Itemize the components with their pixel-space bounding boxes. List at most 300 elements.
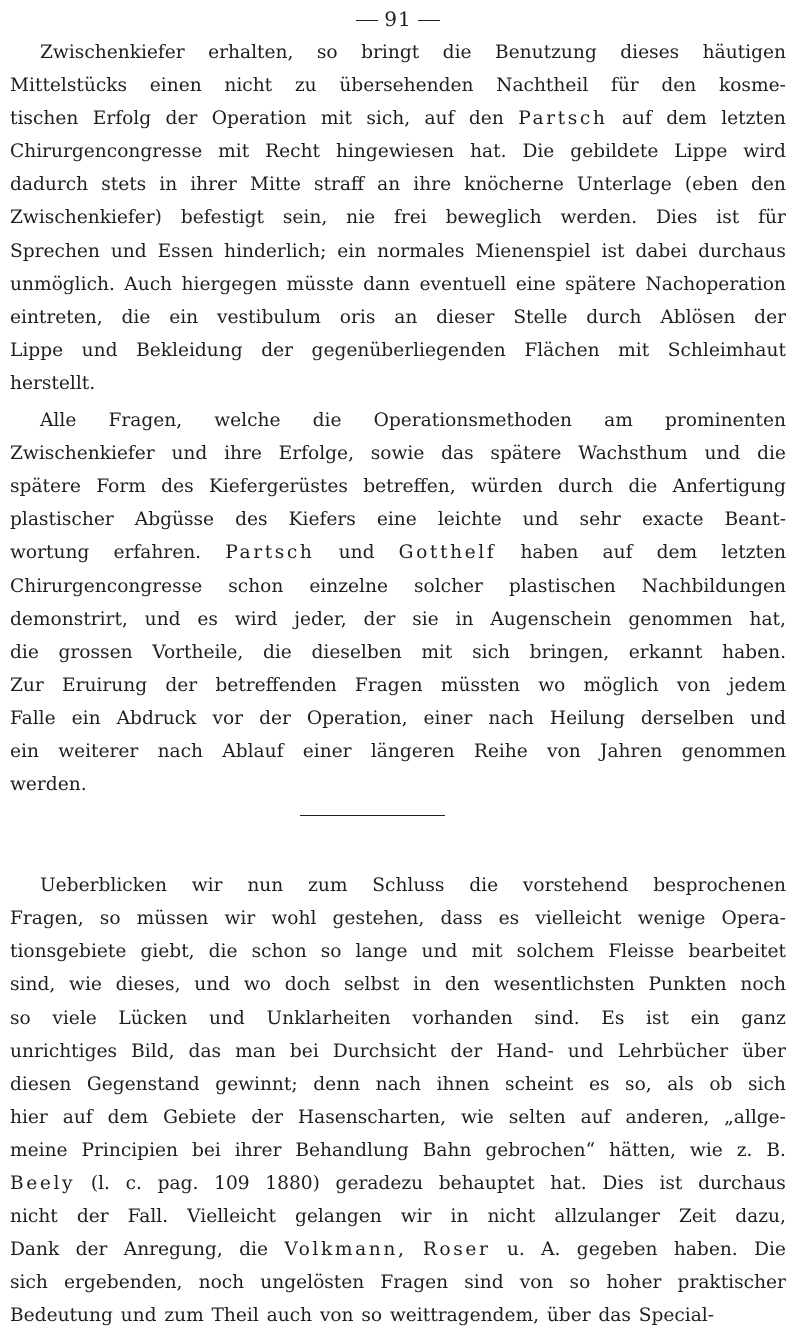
text-line [10, 902, 786, 935]
word: Flächen [524, 339, 600, 361]
word: vielleicht [535, 908, 622, 930]
word: Fragen, [10, 908, 84, 930]
word: dieser [436, 306, 495, 328]
word: Bahn [422, 1139, 472, 1161]
word: Die [522, 141, 555, 163]
word: ein [337, 240, 367, 262]
word: von [676, 674, 711, 696]
text-line [10, 869, 786, 902]
word: die [121, 306, 151, 328]
text-line [10, 669, 786, 702]
word: für [758, 207, 786, 229]
word: und [522, 509, 559, 531]
word: mit [421, 641, 453, 663]
word: auf [580, 1106, 611, 1128]
text-line [10, 768, 786, 801]
word: behauptet [438, 1173, 535, 1194]
text-line [10, 1299, 786, 1332]
word: Recht [265, 141, 321, 163]
word: sind [464, 1272, 504, 1294]
page-header [10, 6, 786, 32]
word: wie [69, 974, 102, 996]
word: meine [10, 1139, 68, 1161]
word: 109 [214, 1173, 250, 1194]
word: Sprechen [10, 240, 100, 262]
text-line [10, 36, 786, 69]
word: den [661, 75, 697, 97]
word: ist [659, 1173, 683, 1194]
word: die [262, 641, 292, 663]
word: wir [400, 1206, 432, 1228]
word: unrichtiges [10, 1040, 118, 1062]
text-line [10, 334, 786, 367]
word: Fleisse [608, 941, 675, 963]
word: Vortheile, [152, 641, 244, 663]
word: auch [266, 1305, 313, 1327]
word: einer [423, 707, 473, 729]
word: Roser [422, 1239, 491, 1261]
word: tionsgebiete [10, 941, 127, 963]
word: sowie [370, 443, 425, 465]
word: die [628, 476, 658, 498]
word: Ueberblicken [40, 875, 167, 897]
word: nie [346, 207, 376, 229]
word: lange [355, 941, 408, 963]
text-line [10, 102, 786, 135]
word: in [159, 174, 178, 196]
word: Schleimhaut [667, 339, 786, 361]
word: besprochenen [653, 875, 786, 897]
word: genommen [681, 740, 786, 762]
word: den [751, 174, 786, 196]
word: c. [125, 1173, 142, 1194]
word: geradezu [335, 1173, 424, 1194]
word: es [498, 908, 520, 930]
word: Opera- [721, 908, 786, 930]
text-line [10, 1068, 786, 1101]
word: ist [601, 240, 625, 262]
word: Stelle [513, 306, 568, 328]
word: Erfolge, [278, 443, 354, 465]
word: herstellt. [10, 372, 96, 394]
text-line [10, 603, 786, 636]
text-line [10, 437, 786, 470]
word: vorhanden [412, 1007, 513, 1029]
word: der [754, 306, 786, 328]
text-line [10, 1101, 786, 1134]
word: dabei [635, 240, 688, 262]
word: Wachsthum [578, 443, 688, 465]
word: zu [294, 75, 317, 97]
word: Die [754, 1239, 786, 1261]
word: genommen [628, 608, 733, 630]
word: noch [740, 974, 786, 996]
word: wohl [271, 908, 317, 930]
word: und [120, 1305, 157, 1327]
word: Zeit [678, 1206, 717, 1228]
word: Ablauf [222, 740, 284, 762]
word: und [194, 974, 231, 996]
word: für [610, 75, 639, 97]
paragraph-2 [10, 404, 786, 801]
word: Es [601, 1007, 625, 1029]
word: Zwischenkiefer [40, 42, 185, 63]
word: wo [538, 674, 566, 696]
word: Gegenstand [86, 1073, 200, 1095]
word: Ablösen [660, 306, 736, 328]
word: plastischen [508, 575, 616, 597]
word: haben. [722, 641, 786, 663]
word: ist [646, 1007, 669, 1029]
word: nach [157, 740, 204, 762]
word: das [188, 1040, 222, 1062]
word: jeder, [294, 608, 347, 630]
word: und [750, 707, 786, 729]
word: giebt, [140, 941, 195, 963]
word: Lippe [674, 141, 728, 163]
word: den [444, 974, 480, 996]
word: Mitte [249, 174, 301, 196]
word: mit [218, 141, 250, 163]
word: erfahren. [113, 542, 202, 564]
word: das [598, 1305, 631, 1327]
word: Zwischenkiefer) [10, 207, 162, 229]
word: Essen [157, 240, 214, 262]
word: der [165, 674, 198, 696]
word: ihrer [190, 174, 237, 196]
word: und [338, 542, 375, 564]
word: gegenüberliegenden [311, 339, 506, 361]
word: erhalten, [208, 42, 294, 63]
word: durch [586, 306, 642, 328]
word: Dank [10, 1239, 60, 1261]
word: so [316, 42, 338, 63]
word: exacte [642, 509, 704, 531]
word: hätten, [609, 1139, 676, 1161]
word: wortung [10, 542, 90, 564]
text-line [10, 301, 786, 334]
word: die [239, 1239, 268, 1261]
word: Nachoperation [645, 273, 786, 295]
word: Abdruck [116, 707, 197, 729]
word: die [208, 941, 238, 963]
word: solchem [516, 941, 595, 963]
word: weiterer [58, 740, 139, 762]
word: der [165, 108, 198, 130]
word: möglich [583, 674, 659, 696]
word: und [171, 443, 208, 465]
word: übersehenden [339, 75, 474, 97]
word: müssten [440, 674, 520, 696]
word: Partsch [225, 542, 315, 564]
word: praktischer [677, 1272, 786, 1294]
word: auf [62, 1106, 93, 1128]
word: als [667, 1073, 694, 1095]
word: die [469, 875, 499, 897]
word: haben [520, 542, 579, 564]
word: letzten [721, 542, 786, 564]
word: Theil [211, 1305, 259, 1327]
word: nicht [224, 75, 273, 97]
word: so [361, 1305, 383, 1327]
word: leichte [437, 509, 502, 531]
word: gelangen [294, 1206, 382, 1228]
word: bringen, [529, 641, 610, 663]
word: Anfertigung [672, 476, 786, 498]
word: normales [377, 240, 465, 262]
word: betreffenden [215, 674, 337, 696]
word: ihrer [234, 1139, 282, 1161]
word: mit [320, 108, 352, 130]
word: Lippe [10, 339, 64, 361]
word: bringt [361, 42, 420, 63]
word: mit [471, 941, 503, 963]
word: viele [52, 1007, 97, 1029]
word: oris [339, 306, 376, 328]
word: A. [541, 1239, 561, 1261]
word: auf [602, 542, 633, 564]
word: der [75, 1239, 108, 1261]
word: Form [96, 476, 146, 498]
word: diesen [10, 1073, 72, 1095]
word: u. [506, 1239, 525, 1261]
word: von [519, 1272, 554, 1294]
word: befestigt [180, 207, 264, 229]
word: dieses, [115, 974, 181, 996]
word: der [251, 1106, 283, 1128]
word: Anregung, [123, 1239, 223, 1261]
word: knöcherne [464, 174, 564, 196]
text-line [10, 1035, 786, 1068]
word: vestibulum [217, 306, 321, 328]
text-line [10, 636, 786, 669]
text-line [10, 1167, 786, 1200]
word: Reihe [473, 740, 528, 762]
word: und [567, 1040, 604, 1062]
word: wie [689, 1139, 723, 1161]
word: Durchsicht [332, 1040, 437, 1062]
word: und [208, 1007, 245, 1029]
word: 1880) [265, 1173, 320, 1194]
word: wesentlichsten [493, 974, 635, 996]
word: dass [440, 908, 483, 930]
word: wie [460, 1106, 494, 1128]
word: es [197, 608, 218, 630]
word: dem [666, 108, 707, 130]
word: einer [302, 740, 352, 762]
word: hat. [470, 141, 507, 163]
word: Beely [10, 1173, 76, 1194]
word: Operationsmethoden [373, 410, 573, 432]
word: Schluss [372, 875, 445, 897]
word: einzelne [309, 575, 388, 597]
word: ob [709, 1073, 733, 1095]
word: Partsch [518, 108, 608, 130]
word: doch [284, 974, 331, 996]
word: sie [412, 608, 439, 630]
word: frei [393, 207, 427, 229]
text-line [10, 735, 786, 768]
word: z. [736, 1139, 753, 1161]
word: nicht [487, 1206, 536, 1228]
word: betreffen, [363, 476, 456, 498]
word: Fragen, [108, 410, 183, 432]
word: (l. [90, 1173, 110, 1194]
word: des [161, 476, 194, 498]
word: ihnen [436, 1073, 490, 1095]
word: gewinnt; [215, 1073, 298, 1095]
word: schon [228, 575, 284, 597]
word: Bekleidung [136, 339, 243, 361]
word: Volkmann, [284, 1239, 407, 1261]
word: dazu, [735, 1206, 786, 1228]
word: sehr [579, 509, 621, 531]
word: Unterlage [576, 174, 672, 196]
word: Behandlung [295, 1139, 409, 1161]
word: nicht [10, 1206, 58, 1228]
text-line [10, 470, 786, 503]
text-line [10, 135, 786, 168]
word: wenige [637, 908, 706, 930]
word: bearbeitet [688, 941, 786, 963]
word: so [99, 908, 121, 930]
divider-rule [300, 815, 445, 816]
word: auf [424, 108, 455, 130]
word: derselben [640, 707, 735, 729]
word: wird [743, 141, 786, 163]
word: bei [191, 1139, 221, 1161]
text-line [10, 503, 786, 536]
word: der [76, 1206, 109, 1228]
word: Dies [602, 1173, 644, 1194]
word: so, [625, 1073, 652, 1095]
word: in [455, 608, 474, 630]
word: so [320, 941, 342, 963]
word: nach [488, 707, 534, 729]
word: letzten [721, 108, 786, 130]
word: eventuell [419, 273, 507, 295]
word: haben. [673, 1239, 738, 1261]
word: vor [212, 707, 244, 729]
word: von [547, 740, 581, 762]
word: sich [472, 641, 510, 663]
word: Chirurgencongresse [10, 575, 203, 597]
word: hiergegen [181, 273, 278, 295]
word: Nachbildungen [641, 575, 786, 597]
word: straff [313, 174, 365, 196]
word: würden [470, 476, 543, 498]
text-line [10, 168, 786, 201]
text-line [10, 1233, 786, 1266]
word: gebildete [570, 141, 659, 163]
word: denn [313, 1073, 361, 1095]
word: B. [766, 1139, 786, 1161]
word: Zur [10, 674, 44, 696]
word: sich [748, 1073, 786, 1095]
word: eintreten, [10, 306, 103, 328]
word: wir [191, 875, 223, 897]
word: gebrochen“ [485, 1139, 596, 1161]
text-line [10, 536, 786, 569]
word: wir [224, 908, 256, 930]
text-line [10, 367, 786, 400]
word: scheint [505, 1073, 574, 1095]
word: noch [198, 1272, 245, 1294]
word: spätere [10, 476, 81, 498]
paragraph-3 [10, 869, 786, 1332]
word: des [235, 509, 268, 531]
word: Nachtheil [496, 75, 589, 97]
word: und [110, 240, 147, 262]
word: der [450, 1040, 483, 1062]
word: hat. [550, 1173, 587, 1194]
word: zum [164, 1305, 204, 1327]
word: Jahren [599, 740, 663, 762]
word: Mienenspiel [475, 240, 591, 262]
word: der [363, 608, 396, 630]
word: Auch [124, 273, 173, 295]
word: stets [101, 174, 147, 196]
word: Unklarheiten [266, 1007, 391, 1029]
word: eine [515, 273, 556, 295]
word: die [442, 42, 472, 63]
word: so [569, 1272, 591, 1294]
word: mit [618, 339, 650, 361]
word: Operation [211, 108, 307, 130]
word: sind, [10, 974, 56, 996]
word: einen [149, 75, 202, 97]
word: kosme- [718, 75, 786, 97]
word: durch [557, 476, 614, 498]
word: an [377, 174, 401, 196]
text-line [10, 404, 786, 437]
word: dadurch [10, 174, 89, 196]
word: Bild, [131, 1040, 175, 1062]
word: über [742, 1040, 786, 1062]
word: ihre [413, 174, 452, 196]
word: vorstehend [522, 875, 629, 897]
word: ein [690, 1007, 720, 1029]
word: in [450, 1206, 469, 1228]
word: sich, [366, 108, 411, 130]
word: die [757, 443, 786, 465]
word: Hasenscharten, [297, 1106, 447, 1128]
word: werden. [560, 207, 638, 229]
word: unmöglich. [10, 273, 115, 295]
word: solcher [413, 575, 483, 597]
page-number: 91 [384, 7, 412, 31]
word: und [81, 339, 118, 361]
word: Erfolg [92, 108, 152, 130]
word: ein [169, 306, 199, 328]
word: jedem [728, 674, 786, 696]
word: erkannt [628, 641, 703, 663]
word: welche [214, 410, 281, 432]
word: nach [375, 1073, 422, 1095]
word: dann [363, 273, 411, 295]
word: hat, [749, 608, 786, 630]
word: Dies [656, 207, 698, 229]
word: prominenten [665, 410, 786, 432]
word: müssen [136, 908, 209, 930]
word: und [144, 608, 181, 630]
word: und [421, 941, 458, 963]
word: Fragen [380, 1272, 449, 1294]
word: Principien [81, 1139, 179, 1161]
word: plastischer [10, 509, 114, 531]
word: der [259, 707, 291, 729]
text-line [10, 201, 786, 234]
